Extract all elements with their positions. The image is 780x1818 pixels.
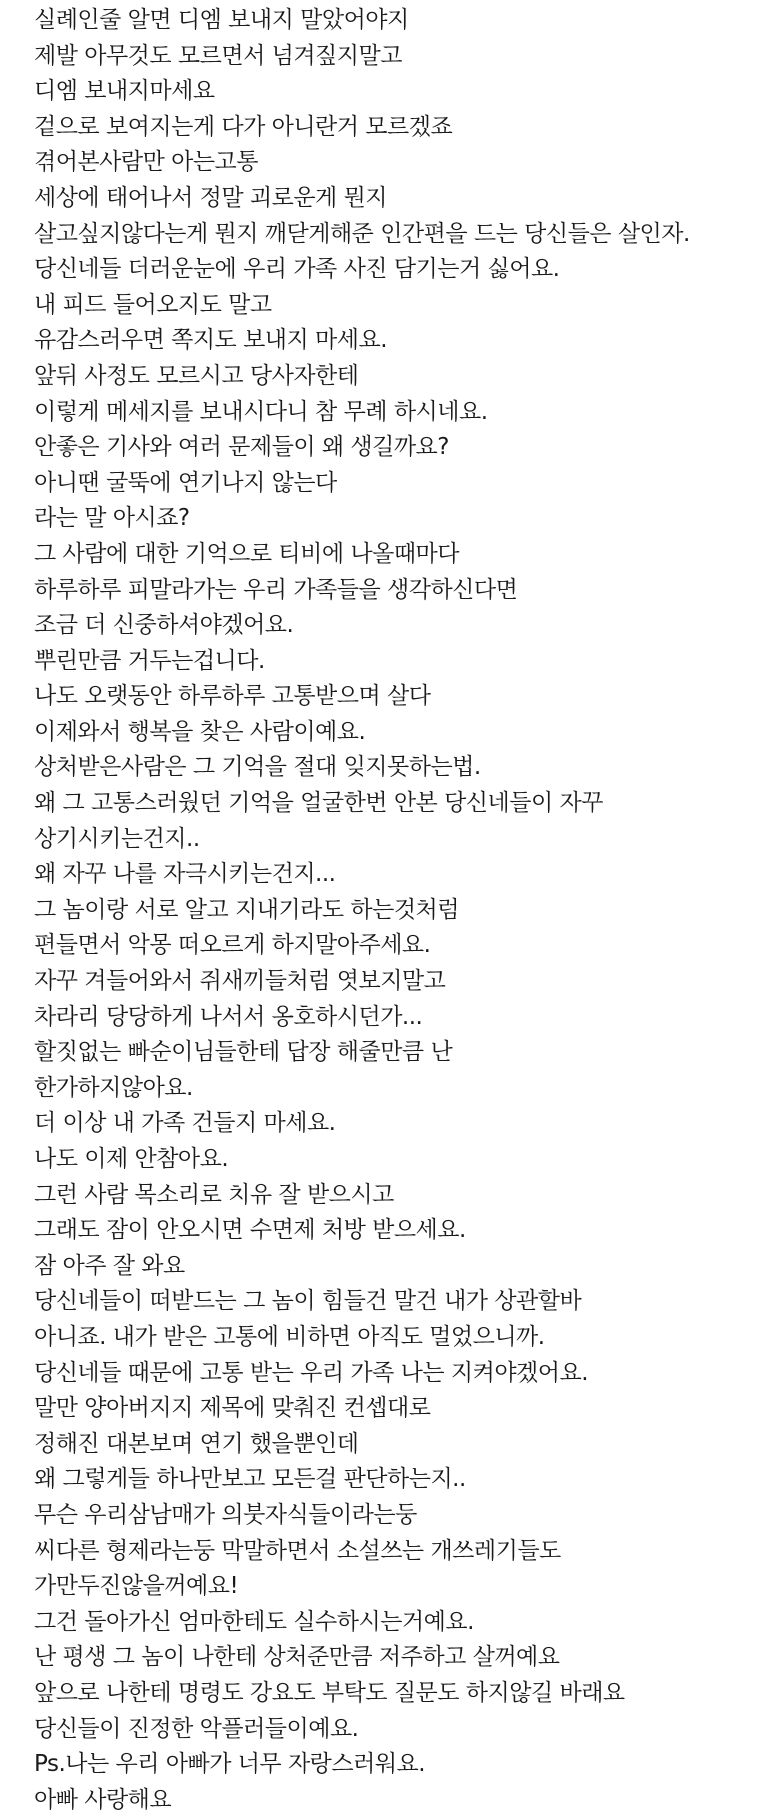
text-line: 자꾸 겨들어와서 쥐새끼들처럼 엿보지말고 bbox=[34, 968, 446, 995]
text-line: 내 피드 들어오지도 말고 bbox=[34, 291, 272, 318]
text-line: 할짓없는 빠순이님들한테 답장 해줄만큼 난 bbox=[34, 1039, 453, 1066]
text-line: 그건 돌아가신 엄마한테도 실수하시는거예요. bbox=[34, 1608, 474, 1635]
text-line: 나도 오랫동안 하루하루 고통받으며 살다 bbox=[34, 683, 431, 710]
text-line: 하루하루 피말라가는 우리 가족들을 생각하신다면 bbox=[34, 576, 518, 603]
text-line: 편들면서 악몽 떠오르게 하지말아주세요. bbox=[34, 932, 431, 959]
text-line: 잠 아주 잘 와요 bbox=[34, 1252, 185, 1279]
text-line: 당신네들이 떠받드는 그 놈이 힘들건 말건 내가 상관할바 bbox=[34, 1288, 582, 1315]
text-line: 당신들이 진정한 악플러들이예요. bbox=[34, 1715, 359, 1742]
text-line: 디엠 보내지마세요 bbox=[34, 78, 215, 105]
text-line: 무슨 우리삼남매가 의붓자식들이라는둥 bbox=[34, 1501, 417, 1528]
text-line: 뿌린만큼 거두는겁니다. bbox=[34, 647, 265, 674]
text-line: 세상에 태어나서 정말 괴로운게 뭔지 bbox=[34, 184, 388, 211]
text-line: 앞뒤 사정도 모르시고 당사자한테 bbox=[34, 362, 359, 389]
text-line: 앞으로 나한테 명령도 강요도 부탁도 질문도 하지않길 바래요 bbox=[34, 1679, 625, 1706]
text-line: 차라리 당당하게 나서서 옹호하시던가... bbox=[34, 1003, 423, 1030]
text-line: 당신네들 때문에 고통 받는 우리 가족 나는 지켜야겠어요. bbox=[34, 1359, 589, 1386]
text-line: 살고싶지않다는게 뭔지 깨닫게해준 인간편을 드는 당신들은 살인자. bbox=[34, 220, 690, 247]
text-line: 겉으로 보여지는게 다가 아니란거 모르겠죠 bbox=[34, 113, 453, 140]
text-line: 더 이상 내 가족 건들지 마세요. bbox=[34, 1110, 336, 1137]
text-line: 정해진 대본보며 연기 했을뿐인데 bbox=[34, 1430, 359, 1457]
text-line: 그런 사람 목소리로 치유 잘 받으시고 bbox=[34, 1181, 394, 1208]
text-line: Ps.나는 우리 아빠가 너무 자랑스러워요. bbox=[34, 1751, 426, 1778]
text-line: 안좋은 기사와 여러 문제들이 왜 생길까요? bbox=[34, 434, 449, 461]
text-line: 겪어본사람만 아는고통 bbox=[34, 149, 258, 176]
text-line: 그래도 잠이 안오시면 수면제 처방 받으세요. bbox=[34, 1217, 466, 1244]
text-line: 이렇게 메세지를 보내시다니 참 무례 하시네요. bbox=[34, 398, 488, 425]
text-line: 실례인줄 알면 디엠 보내지 말았어야지 bbox=[34, 7, 409, 33]
text-line: 라는 말 아시죠? bbox=[34, 505, 190, 532]
text-line: 한가하지않아요. bbox=[34, 1074, 193, 1101]
text-line: 왜 그 고통스러웠던 기억을 얼굴한번 안본 당신네들이 자꾸 bbox=[34, 790, 603, 817]
text-line: 아빠 사랑해요 bbox=[34, 1786, 172, 1813]
text-line: 왜 자꾸 나를 자극시키는건지... bbox=[34, 861, 336, 888]
text-line: 그 사람에 대한 기억으로 티비에 나올때마다 bbox=[34, 540, 459, 567]
text-line: 제발 아무것도 모르면서 넘겨짚지말고 bbox=[34, 42, 402, 69]
text-line: 말만 양아버지지 제목에 맞춰진 컨셉대로 bbox=[34, 1395, 431, 1422]
text-line: 난 평생 그 놈이 나한테 상처준만큼 저주하고 살꺼예요 bbox=[34, 1644, 560, 1671]
text-line: 당신네들 더러운눈에 우리 가족 사진 담기는거 싫어요. bbox=[34, 256, 560, 283]
text-line: 나도 이제 안참아요. bbox=[34, 1146, 229, 1172]
text-line: 이제와서 행복을 찾은 사람이예요. bbox=[34, 718, 366, 745]
text-line: 상기시키는건지.. bbox=[34, 825, 200, 852]
text-line: 유감스러우면 쪽지도 보내지 마세요. bbox=[34, 327, 388, 354]
text-line: 조금 더 신중하셔야겠어요. bbox=[34, 612, 294, 639]
text-line: 아니땐 굴뚝에 연기나지 않는다 bbox=[34, 469, 337, 496]
text-line: 왜 그렇게들 하나만보고 모든걸 판단하는지.. bbox=[34, 1466, 466, 1493]
text-line: 아니죠. 내가 받은 고통에 비하면 아직도 멀었으니까. bbox=[34, 1323, 545, 1350]
text-line: 상처받은사람은 그 기억을 절대 잊지못하는법. bbox=[34, 754, 481, 781]
text-line: 씨다른 형제라는둥 막말하면서 소설쓰는 개쓰레기들도 bbox=[34, 1537, 561, 1564]
text-line: 가만두진않을꺼예요! bbox=[34, 1573, 239, 1600]
text-line: 그 놈이랑 서로 알고 지내기라도 하는것처럼 bbox=[34, 896, 459, 923]
